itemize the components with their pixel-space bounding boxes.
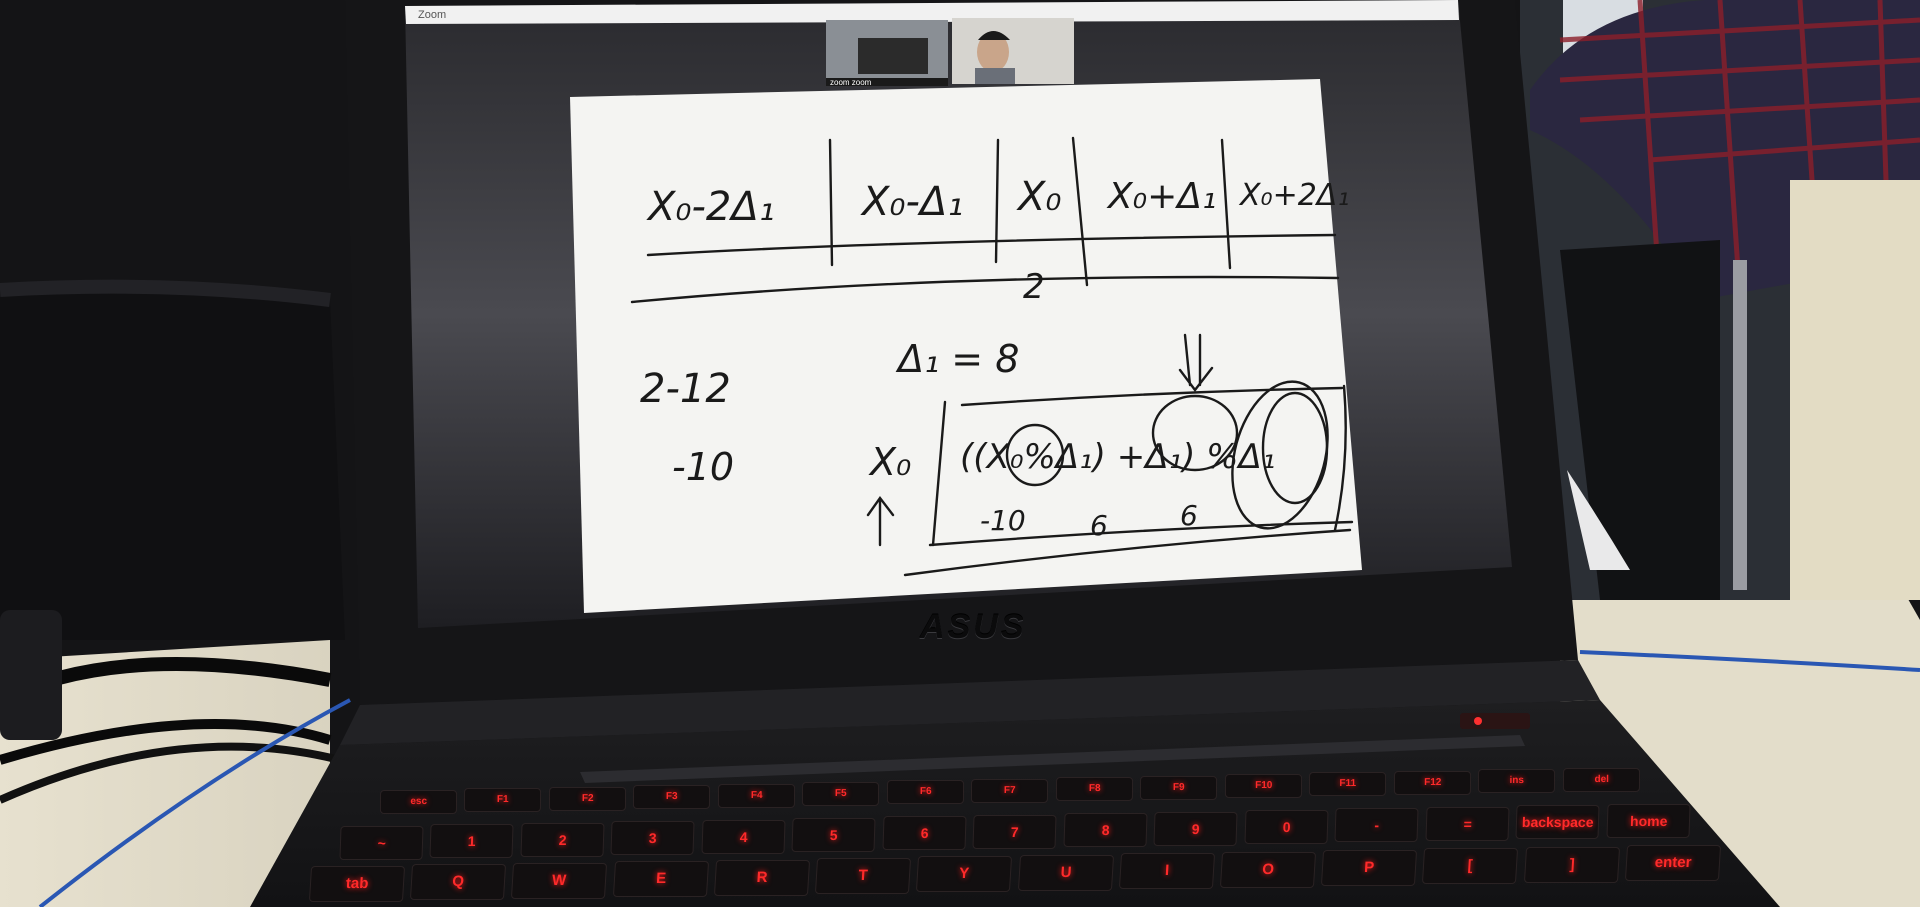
row-expression: ((X₀%Δ₁) +Δ₁) %Δ₁ (960, 437, 1276, 477)
asus-logo: ASUS (920, 608, 1027, 646)
key-f7-r1[interactable]: F7 (971, 779, 1049, 803)
key-2-r2[interactable]: 2 (520, 823, 605, 857)
key-7-r2[interactable]: 7 (973, 815, 1058, 849)
key---r3[interactable]: [ (1422, 848, 1518, 884)
key-5-r2[interactable]: 5 (792, 818, 877, 852)
key-i-r3[interactable]: I (1119, 853, 1215, 889)
key-p-r3[interactable]: P (1321, 850, 1417, 886)
left-calc-line-1: 2-12 (640, 366, 731, 412)
key-y-r3[interactable]: Y (916, 856, 1012, 892)
row-value-2: 6 (1090, 509, 1108, 542)
key-8-r2[interactable]: 8 (1063, 813, 1148, 847)
key---r2[interactable]: - (1335, 808, 1420, 842)
key-f2-r1[interactable]: F2 (549, 787, 627, 811)
key-f9-r1[interactable]: F9 (1140, 776, 1218, 800)
header-cell-4: X₀+Δ₁ (1108, 176, 1217, 217)
key-0-r2[interactable]: 0 (1244, 810, 1329, 844)
left-calc-line-2: -10 (672, 445, 735, 489)
key-f3-r1[interactable]: F3 (633, 785, 711, 809)
key---r2[interactable]: ~ (339, 826, 424, 860)
key-q-r3[interactable]: Q (410, 864, 506, 900)
key-f8-r1[interactable]: F8 (1056, 777, 1134, 801)
header-cell-2: X₀-Δ₁ (862, 179, 964, 225)
header-cell-3: X₀ (1018, 174, 1062, 220)
key---r3[interactable]: ] (1523, 847, 1619, 883)
participant-label: zoom zoom (830, 78, 872, 87)
key-e-r3[interactable]: E (613, 861, 709, 897)
key-f4-r1[interactable]: F4 (718, 784, 796, 808)
key-u-r3[interactable]: U (1017, 855, 1113, 891)
key-f12-r1[interactable]: F12 (1394, 771, 1472, 795)
key-enter-r3[interactable]: enter (1625, 845, 1721, 881)
row-label: X₀ (870, 440, 912, 484)
key-home-r2[interactable]: home (1606, 804, 1691, 838)
key-w-r3[interactable]: W (511, 863, 607, 899)
key-f6-r1[interactable]: F6 (887, 780, 965, 804)
key-3-r2[interactable]: 3 (611, 821, 696, 855)
row-value-1: -10 (980, 504, 1026, 537)
key-6-r2[interactable]: 6 (882, 816, 967, 850)
key-tab-r3[interactable]: tab (309, 866, 405, 902)
key-f11-r1[interactable]: F11 (1309, 772, 1387, 796)
key-ins-r1[interactable]: ins (1478, 769, 1556, 793)
row-value-3: 6 (1180, 499, 1198, 532)
zoom-window-title: Zoom (418, 9, 447, 21)
key-t-r3[interactable]: T (815, 858, 911, 894)
key---r2[interactable]: = (1425, 807, 1510, 841)
under-header-value: 2 (1023, 267, 1045, 307)
header-cell-1: X₀-2Δ₁ (648, 184, 775, 230)
key-9-r2[interactable]: 9 (1154, 812, 1239, 846)
key-f1-r1[interactable]: F1 (464, 788, 542, 812)
key-f5-r1[interactable]: F5 (802, 782, 880, 806)
key-del-r1[interactable]: del (1562, 768, 1640, 792)
key-esc-r1[interactable]: esc (380, 790, 458, 814)
header-cell-5: X₀+2Δ₁ (1240, 178, 1350, 213)
key-backspace-r2[interactable]: backspace (1516, 805, 1601, 839)
key-1-r2[interactable]: 1 (430, 824, 515, 858)
key-4-r2[interactable]: 4 (701, 820, 786, 854)
key-r-r3[interactable]: R (714, 860, 810, 896)
key-f10-r1[interactable]: F10 (1225, 774, 1303, 798)
delta-equation: Δ₁ = 8 (898, 337, 1020, 381)
key-o-r3[interactable]: O (1220, 852, 1316, 888)
